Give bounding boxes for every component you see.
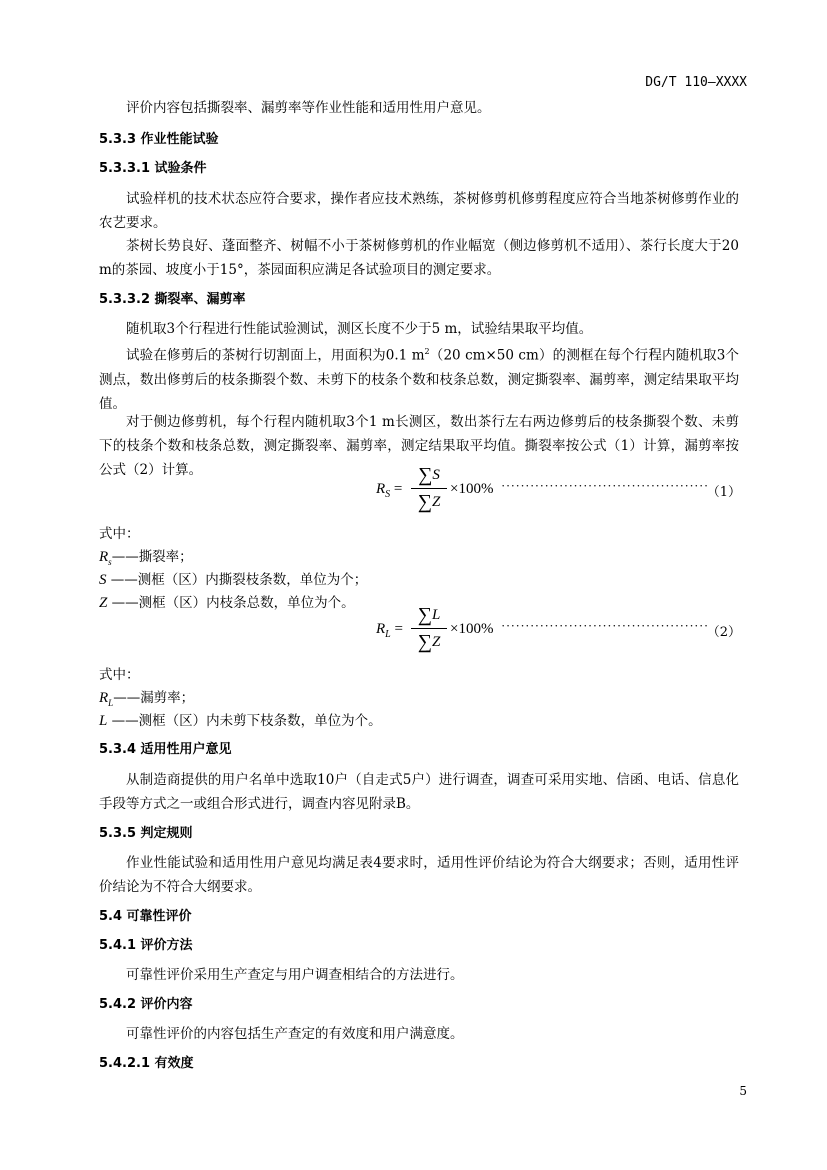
superscript: 2 bbox=[424, 347, 430, 356]
heading-5-3-4: 5.3.4 适用性用户意见 bbox=[99, 742, 232, 757]
var-sub: L bbox=[108, 698, 114, 708]
sum-symbol: ∑ bbox=[418, 464, 433, 486]
equals-sign: = bbox=[393, 481, 403, 497]
formula-1 bbox=[376, 464, 741, 524]
leader-dots: ··········································· bbox=[501, 618, 709, 633]
definition-text: ——撕裂率； bbox=[111, 549, 193, 565]
den-var: Z bbox=[431, 494, 441, 510]
heading-5-4-2-1: 5.4.2.1 有效度 bbox=[99, 1056, 194, 1071]
var-r bbox=[99, 549, 112, 565]
denominator bbox=[411, 491, 447, 513]
definition-text: ——测框（区）内未剪下枝条数，单位为个。 bbox=[107, 713, 382, 729]
formula-1-fraction bbox=[411, 464, 447, 513]
page-number: 5 bbox=[739, 1084, 747, 1098]
standard-code: DG/T 110—XXXX bbox=[645, 75, 747, 90]
text-part: 试验在修剪后的茶树行切割面上，用面积为0.1 m bbox=[126, 347, 425, 364]
paragraph-evaluation-method: 可靠性评价采用生产查定与用户调查相结合的方法进行。 bbox=[126, 967, 464, 983]
fraction-bar bbox=[411, 488, 447, 489]
times-100-percent: ×100% bbox=[450, 481, 494, 497]
lhs-sub: L bbox=[385, 629, 391, 640]
heading-5-3-3: 5.3.3 作业性能试验 bbox=[99, 132, 219, 147]
num-var: S bbox=[432, 467, 440, 483]
heading-5-3-3-2: 5.3.3.2 撕裂率、漏剪率 bbox=[99, 292, 246, 307]
paragraph-judgment-rules: 作业性能试验和适用性用户意见均满足表4要求时，适用性评价结论为符合大纲要求；否则，适用性评价结论为不符合大纲要求。 bbox=[99, 855, 739, 895]
paragraph-test-conditions-2: 茶树长势良好、蓬面整齐、树幅不小于茶树修剪机的作业幅宽（侧边修剪机不适用）、茶行长度大于20 m的茶园、坡度小于15°，茶园面积应满足各试验项目的测定要求。 bbox=[99, 238, 739, 278]
equation-number: （1） bbox=[706, 485, 741, 500]
heading-5-4-2: 5.4.2 评价内容 bbox=[99, 997, 193, 1012]
var-s: S bbox=[99, 572, 107, 588]
paragraph-evaluation-content: 可靠性评价的内容包括生产查定的有效度和用户满意度。 bbox=[126, 1026, 464, 1042]
heading-5-3-3-1: 5.3.3.1 试验条件 bbox=[99, 161, 207, 176]
lhs-var: R bbox=[376, 481, 386, 497]
formula-1-lhs bbox=[376, 481, 402, 500]
definition-s bbox=[99, 568, 739, 592]
lhs-var: R bbox=[376, 621, 386, 637]
paragraph-user-survey: 从制造商提供的用户名单中选取10户（自走式5户）进行调查，调查可采用实地、信函、电话、信息化手段等方式之一或组合形式进行，调查内容见附录B。 bbox=[99, 772, 739, 812]
paragraph-test-conditions-1: 试验样机的技术状态应符合要求，操作者应技术熟练，茶树修剪机修剪程度应符合当地茶树修剪作业的农艺要求。 bbox=[99, 191, 739, 231]
where-label-1: 式中： bbox=[99, 526, 140, 542]
lhs-sub: S bbox=[385, 489, 391, 500]
sum-symbol: ∑ bbox=[417, 604, 432, 626]
var-l: L bbox=[99, 713, 108, 729]
definition-l bbox=[99, 709, 739, 733]
paragraph-measurement bbox=[99, 340, 739, 416]
var-sub: s bbox=[108, 557, 112, 567]
paragraph-side-trimmer: 对于侧边修剪机，每个行程内随机取3个1 m长测区，数出茶行左右两边修剪后的枝条撕裂个数、未剪下的枝条个数和枝条总数，测定撕裂率、漏剪率，测定结果取平均值。撕裂率按公式（1）计算，漏剪率按公式（2）计算。 bbox=[99, 414, 739, 478]
formula-2-fraction bbox=[411, 604, 447, 653]
equation-number: （2） bbox=[706, 625, 741, 640]
times-100-percent: ×100% bbox=[450, 621, 494, 637]
leader-dots: ··········································· bbox=[501, 478, 709, 493]
definition-text: ——测框（区）内枝条总数，单位为个。 bbox=[107, 595, 355, 611]
sum-symbol: ∑ bbox=[417, 491, 432, 513]
var-r bbox=[99, 690, 113, 706]
heading-5-3-5: 5.3.5 判定规则 bbox=[99, 826, 193, 841]
var-letter: R bbox=[99, 690, 109, 706]
fraction-bar bbox=[411, 628, 447, 629]
text-part: （20 cm×50 cm）的测框在每个行程内随机取3个测点，数出修剪后的枝条撕裂个数、未剪下的枝条个数和枝条总数，测定撕裂率、漏剪率，测定结果取平均值。 bbox=[99, 347, 739, 412]
intro-paragraph: 评价内容包括撕裂率、漏剪率等作业性能和适用性用户意见。 bbox=[126, 100, 491, 116]
numerator bbox=[411, 604, 447, 626]
formula-2-lhs bbox=[376, 621, 403, 640]
heading-5-4: 5.4 可靠性评价 bbox=[99, 909, 192, 924]
definition-text: ——测框（区）内撕裂枝条数，单位为个； bbox=[106, 572, 368, 588]
var-letter: R bbox=[99, 549, 109, 565]
paragraph-sampling: 随机取3个行程进行性能试验测试，测区长度不少于5 m，试验结果取平均值。 bbox=[126, 321, 593, 337]
denominator bbox=[411, 631, 447, 653]
where-label-2: 式中： bbox=[99, 667, 140, 683]
heading-5-4-1: 5.4.1 评价方法 bbox=[99, 938, 193, 953]
num-var: L bbox=[431, 607, 441, 623]
sum-symbol: ∑ bbox=[417, 631, 432, 653]
numerator bbox=[411, 464, 447, 486]
var-z: Z bbox=[99, 595, 108, 611]
definition-text: ——漏剪率； bbox=[113, 690, 195, 706]
den-var: Z bbox=[431, 634, 441, 650]
formula-2 bbox=[376, 604, 741, 664]
equals-sign: = bbox=[394, 621, 403, 637]
